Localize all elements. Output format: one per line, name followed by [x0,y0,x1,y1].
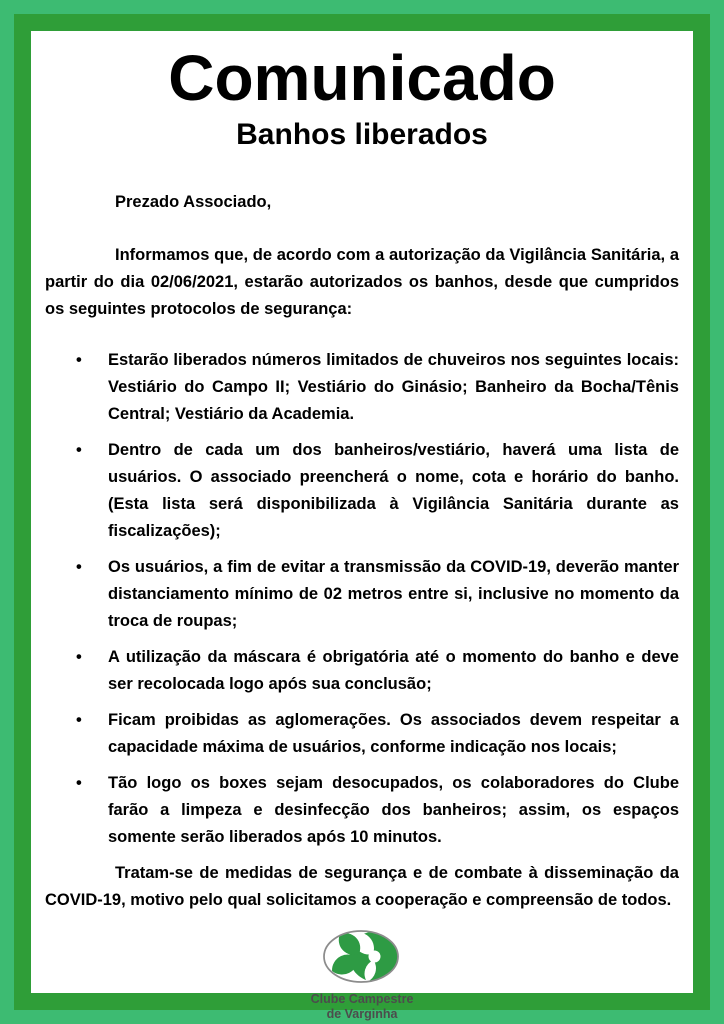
page-subtitle: Banhos liberados [236,118,488,152]
notice-inner-frame [14,14,710,1022]
bullet-icon: • [76,648,82,667]
list-item [45,437,679,545]
club-logo-block [45,928,679,1022]
list-item-text: Tão logo os boxes sejam desocupados, os colaboradores do Clube farão a limpeza e desinfecção dos banheiros; assim, os espaços somente serão liberados após 10 minutos. [108,774,679,847]
logo-caption-line1: Clube Campestre [310,992,414,1007]
list-item-text: Dentro de cada um dos banheiros/vestiário, haverá uma lista de usuários. O associado preencherá o nome, cota e horário do banho. (Esta lista será disponibilizada à Vigilância Sanitária durante as fiscalizações); [108,441,679,541]
intro-paragraph: Informamos que, de acordo com a autorização da Vigilância Sanitária, a partir do dia 02/06/2021, estarão autorizados os banhos, desde que cumpridos os seguintes protocolos de segurança: [45,246,679,319]
page-title: Comunicado [168,42,556,114]
list-item [45,770,679,851]
bullet-icon: • [76,351,82,370]
bullet-icon: • [76,774,82,793]
list-item-text: A utilização da máscara é obrigatória até o momento do banho e deve ser recolocada logo após sua conclusão; [108,648,679,694]
list-item [45,347,679,428]
bullet-icon: • [76,711,82,730]
bullet-icon: • [76,441,82,460]
list-item [45,644,679,698]
list-item-text: Ficam proibidas as aglomerações. Os associados devem respeitar a capacidade máxima de usuários, conforme indicação nos locais; [108,711,679,757]
bullet-icon: • [76,558,82,577]
list-item-text: Estarão liberados números limitados de chuveiros nos seguintes locais: Vestiário do Campo II; Vestiário do Ginásio; Banheiro da Bocha/Tênis Central; Vestiário da Academia. [108,351,679,424]
logo-caption-line2: de Varginha [326,1007,398,1022]
closing-paragraph: Tratam-se de medidas de segurança e de combate à disseminação da COVID-19, motivo pelo qual solicitamos a cooperação e compreensão de todos. [45,864,679,910]
list-item [45,554,679,635]
list-item [45,707,679,761]
salutation: Prezado Associado, [115,193,272,212]
logo-caption [45,992,679,1022]
protocols-list [45,347,679,851]
list-item-text: Os usuários, a fim de evitar a transmissão da COVID-19, deverão manter distanciamento mínimo de 02 metros entre si, inclusive no momento da troca de roupas; [108,558,679,631]
clube-campestre-logo-icon [322,928,402,985]
notice-content [31,31,693,1022]
